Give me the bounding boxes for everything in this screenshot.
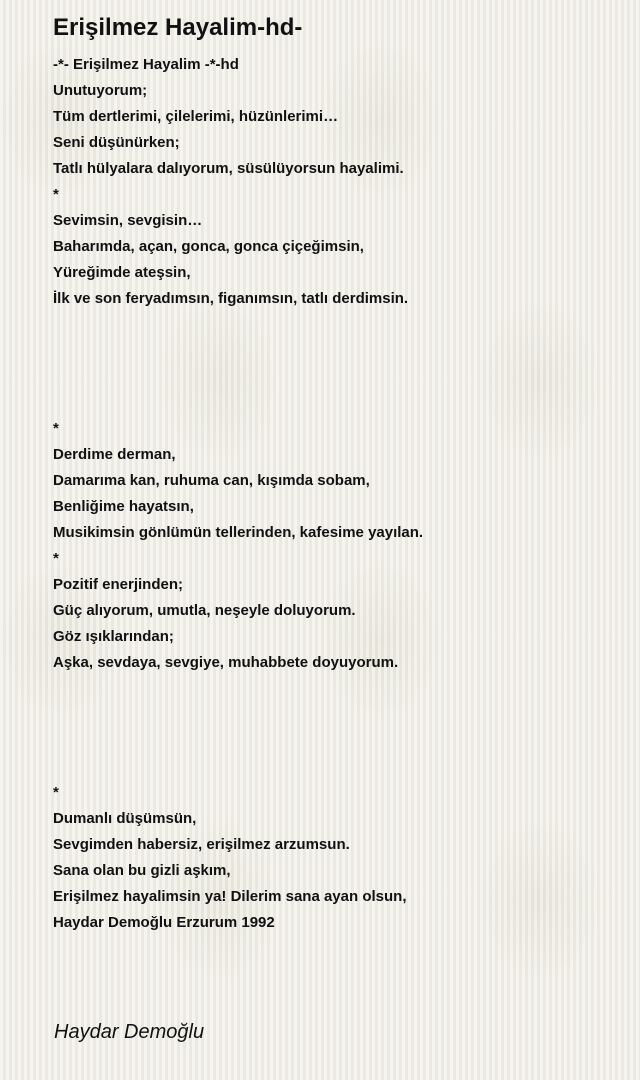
poem-line: Tatlı hülyalara dalıyorum, süsülüyorsun hayalimi. bbox=[53, 160, 404, 177]
poem-line: Sana olan bu gizli aşkım, bbox=[53, 862, 231, 879]
poem-blank-line bbox=[53, 728, 623, 754]
poem-line: Erişilmez hayalimsin ya! Dilerim sana ayan olsun, bbox=[53, 888, 407, 905]
poem-line: Güç alıyorum, umutla, neşeyle doluyorum. bbox=[53, 602, 356, 619]
poem-line: Sevgimden habersiz, erişilmez arzumsun. bbox=[53, 836, 350, 853]
poem-line: Benliğime hayatsın, bbox=[53, 498, 194, 515]
poem-author: Haydar Demoğlu bbox=[54, 1021, 205, 1043]
poem-blank-line bbox=[53, 676, 623, 702]
poem-blank-line bbox=[53, 364, 623, 390]
poem-line: Damarıma kan, ruhuma can, kışımda sobam, bbox=[53, 472, 370, 489]
poem-line: * bbox=[53, 550, 59, 567]
poem-blank-line bbox=[53, 702, 623, 728]
poem-blank-line bbox=[53, 312, 623, 338]
poem-line: Pozitif enerjinden; bbox=[53, 576, 184, 593]
poem-line: * bbox=[53, 420, 59, 437]
poem-line: * bbox=[53, 784, 59, 801]
poem-line: Seni düşünürken; bbox=[53, 134, 180, 151]
poem-title: Erişilmez Hayalim-hd- bbox=[53, 14, 303, 41]
poem-blank-line bbox=[53, 754, 623, 780]
poem-blank-line bbox=[53, 338, 623, 364]
poem-line: Unutuyorum; bbox=[53, 82, 148, 99]
poem-blank-line bbox=[53, 390, 623, 416]
poem-line: * bbox=[53, 186, 59, 203]
poem-line: Baharımda, açan, gonca, gonca çiçeğimsin, bbox=[53, 238, 364, 255]
poem-line: Tüm dertlerimi, çilelerimi, hüzünlerimi… bbox=[53, 108, 339, 125]
poem-body bbox=[53, 52, 623, 936]
poem-line: Sevimsin, sevgisin… bbox=[53, 212, 203, 229]
poem-line: Göz ışıklarından; bbox=[53, 628, 174, 645]
poem-line: İlk ve son feryadımsın, figanımsın, tatlı derdimsin. bbox=[53, 290, 409, 307]
poem-line: Derdime derman, bbox=[53, 446, 176, 463]
poem-line: Haydar Demoğlu Erzurum 1992 bbox=[53, 914, 275, 931]
poem-line: Aşka, sevdaya, sevgiye, muhabbete doyuyorum. bbox=[53, 654, 399, 671]
poem-line: Dumanlı düşümsün, bbox=[53, 810, 197, 827]
poem-line: Yüreğimde ateşsin, bbox=[53, 264, 191, 281]
poem-line: -*- Erişilmez Hayalim -*-hd bbox=[53, 56, 239, 73]
poem-line: Musikimsin gönlümün tellerinden, kafesime yayılan. bbox=[53, 524, 424, 541]
